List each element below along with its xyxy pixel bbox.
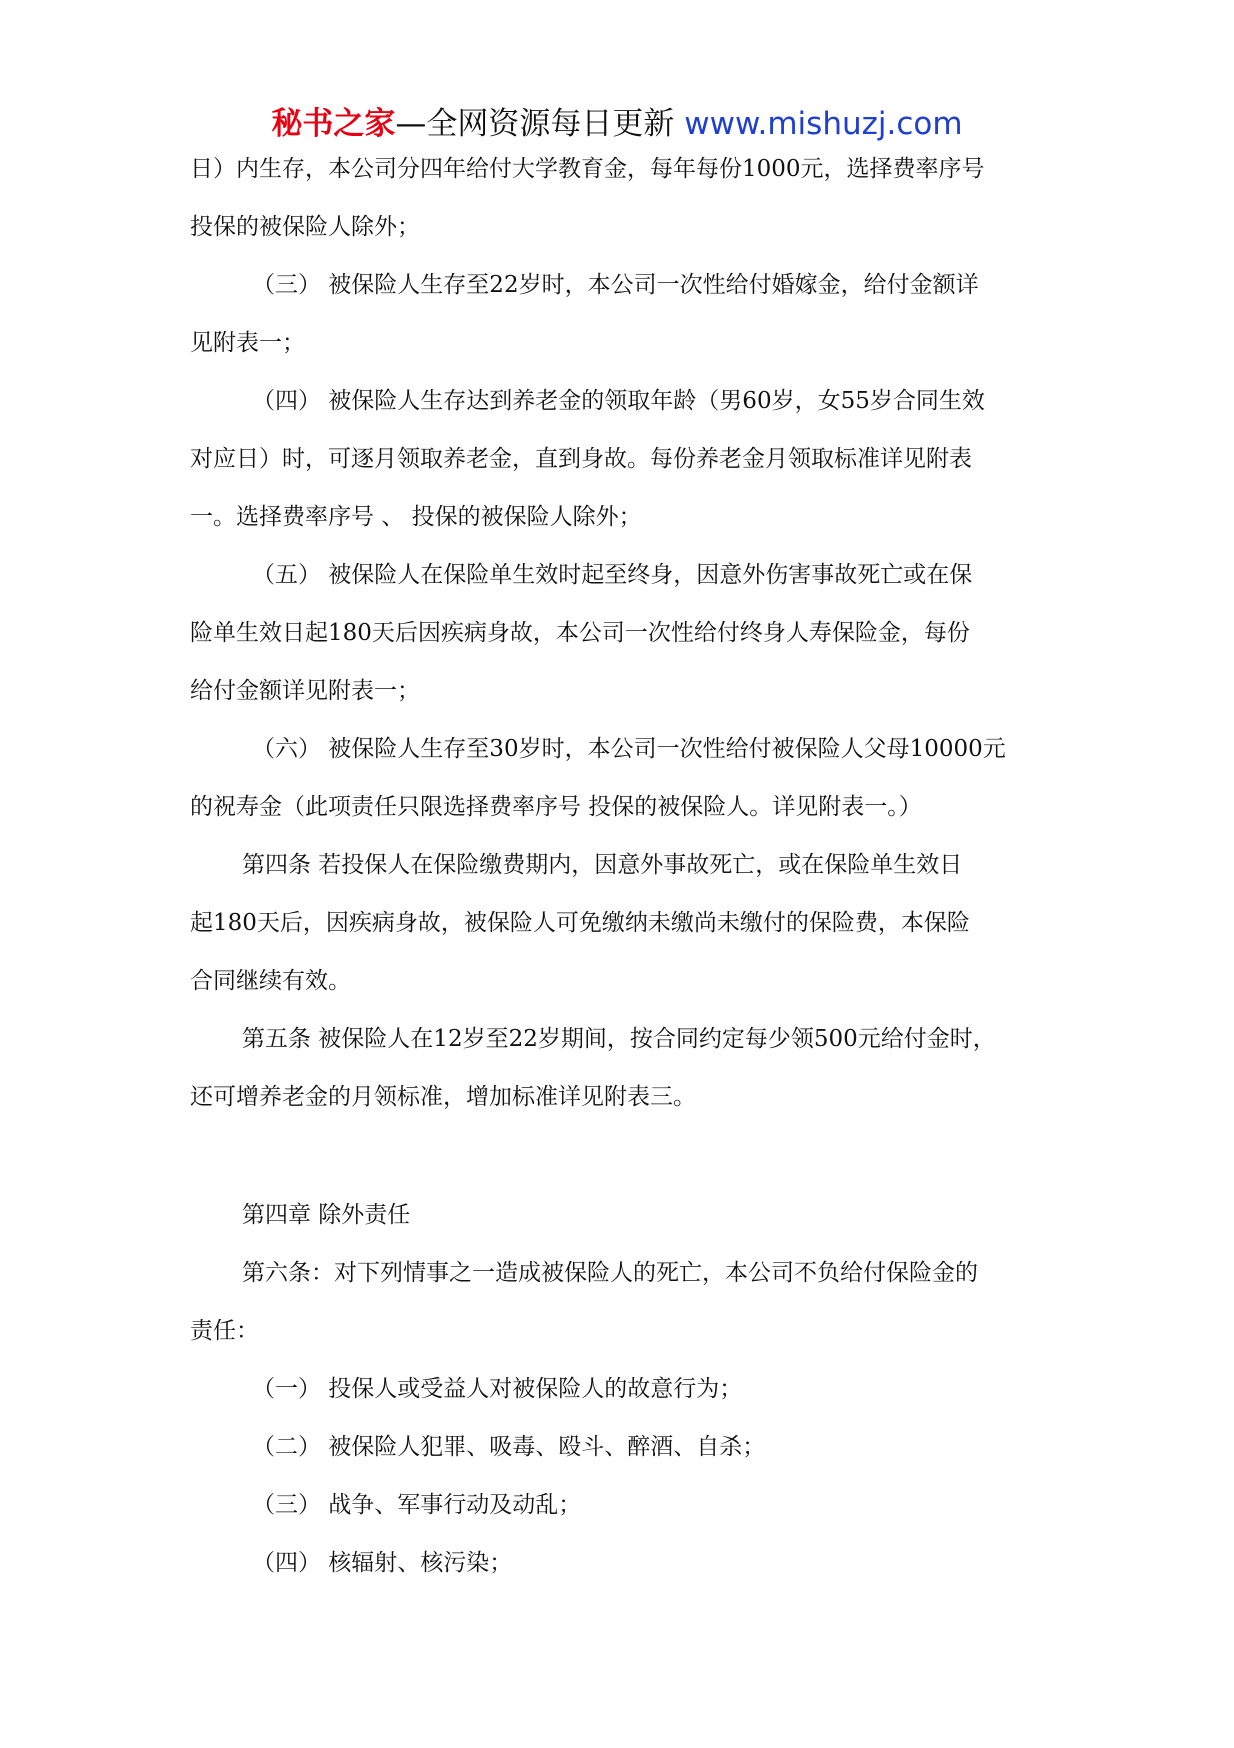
text-line: 投保的被保险人除外； [190,214,420,240]
site-header [0,104,1234,144]
text-line: 见附表一； [190,330,305,356]
text-line: 还可增养老金的月领标准，增加标准详见附表三。 [190,1084,696,1110]
article-5: 第五条 被保险人在12岁至22岁期间，按合同约定每少领500元给付金时， [242,1026,996,1052]
exclusion-item: （三） 战争、军事行动及动乱； [252,1492,582,1518]
text-line: 责任： [190,1318,259,1344]
clause-item: （六） 被保险人生存至30岁时，本公司一次性给付被保险人父母10000元 [252,736,1006,762]
site-url-link[interactable]: www.mishuzj.com [684,106,963,142]
text-line: 对应日）时，可逐月领取养老金，直到身故。每份养老金月领取标准详见附表 [190,446,972,472]
text-line: 给付金额详见附表一； [190,678,420,704]
clause-item: （三） 被保险人生存至22岁时，本公司一次性给付婚嫁金，给付金额详 [252,272,979,298]
header-slogan: —全网资源每日更新 [395,106,675,142]
text-line: 起180天后，因疾病身故，被保险人可免缴纳未缴尚未缴付的保险费，本保险 [190,910,970,936]
exclusion-item: （四） 核辐射、核污染； [252,1550,513,1576]
exclusion-item: （一） 投保人或受益人对被保险人的故意行为； [252,1376,743,1402]
text-line: 的祝寿金（此项责任只限选择费率序号 投保的被保险人。详见附表一。） [190,794,922,820]
text-line: 险单生效日起180天后因疾病身故，本公司一次性给付终身人寿保险金，每份 [190,620,970,646]
article-6: 第六条：对下列情事之一造成被保险人的死亡，本公司不负给付保险金的 [242,1260,978,1286]
clause-item: （四） 被保险人生存达到养老金的领取年龄（男60岁，女55岁合同生效 [252,388,985,414]
brand-name: 秘书之家 [271,106,396,142]
clause-item: （五） 被保险人在保险单生效时起至终身，因意外伤害事故死亡或在保 [252,562,973,588]
chapter-heading: 第四章 除外责任 [242,1202,411,1228]
text-line: 日）内生存，本公司分四年给付大学教育金，每年每份1000元，选择费率序号 [190,156,985,182]
text-line: 一。选择费率序号 、 投保的被保险人除外； [190,504,642,530]
article-4: 第四条 若投保人在保险缴费期内，因意外事故死亡，或在保险单生效日 [242,852,963,878]
text-line: 合同继续有效。 [190,968,351,994]
document-body [190,140,1050,1592]
exclusion-item: （二） 被保险人犯罪、吸毒、殴斗、醉酒、自杀； [252,1434,766,1460]
section-spacer [190,1126,1050,1186]
